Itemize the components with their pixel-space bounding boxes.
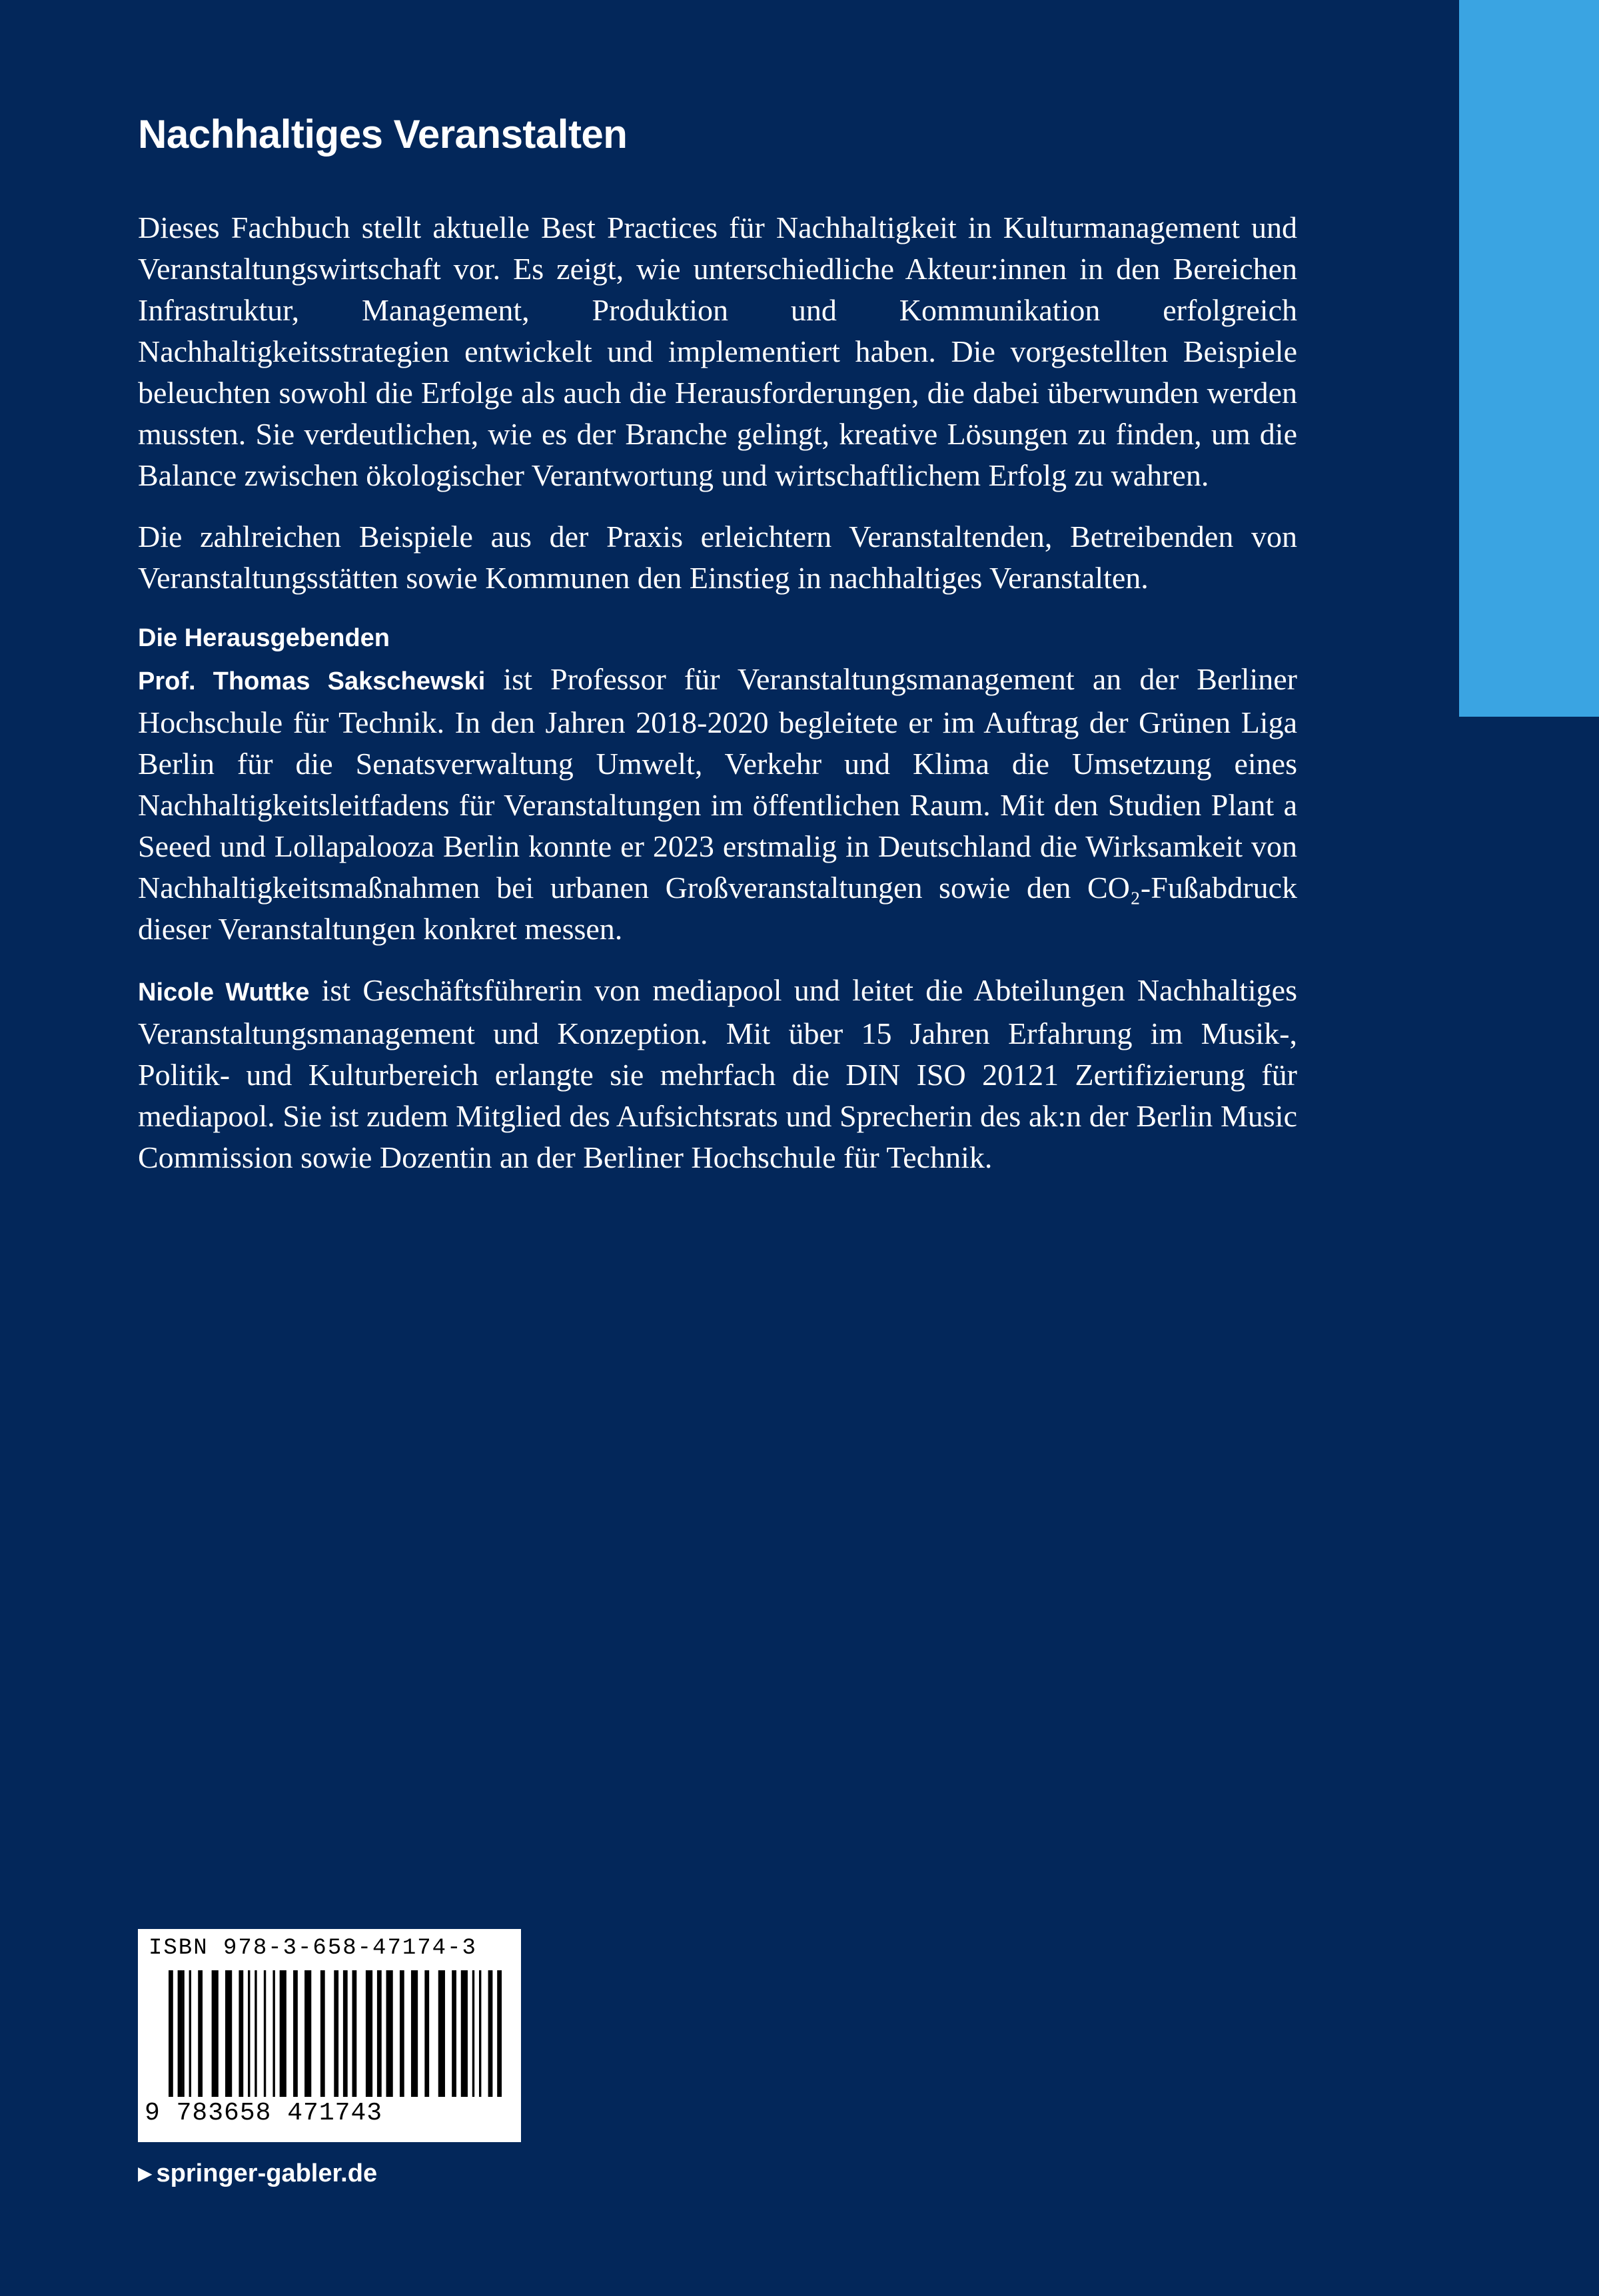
barcode-icon bbox=[169, 1970, 502, 2110]
back-cover-text bbox=[138, 112, 1297, 1198]
intro-paragraph-1: Dieses Fachbuch stellt aktuelle Best Practices für Nachhaltigkeit in Kulturmanagement und Veranstaltungswirtschaft vor. Es zeigt, wie unterschiedliche Akteur:innen in den Bereichen Infrastruktur, Management, Produktion und Kommunikation erfolgreich Nachhaltigkeitsstrategien entwickelt und implementiert haben. Die vorgestellten Beispiele beleuchten sowohl die Erfolge als auch die Herausforderungen, die dabei überwunden werden mussten. Sie verdeutlichen, wie es der Branche gelingt, kreative Lösungen zu finden, um die Balance zwischen ökologischer Verantwortung und wirtschaftlichem Erfolg zu wahren. bbox=[138, 210, 1297, 492]
isbn-label: ISBN 978-3-658-47174-3 bbox=[149, 1936, 477, 1961]
editor-bio-1 bbox=[138, 659, 1297, 950]
accent-color-bar bbox=[1459, 0, 1599, 717]
editor-bio-text-2: ist Geschäftsführerin von mediapool und leitet die Abteilungen Nachhaltiges Veranstaltungsmanagement und Konzeption. Mit über 15 Jahren Erfahrung im Musik-, Politik- und Kulturbereich erlangte sie mehrfach die DIN ISO 20121 Zertifizierung für mediapool. Sie ist zudem Mitglied des Aufsichtsrats und Sprecherin des ak:n der Berlin Music Commission sowie Dozentin an der Berliner Hochschule für Technik. bbox=[138, 973, 1297, 1174]
editor-bio-text-1: ist Professor für Veranstaltungsmanagement an der Berliner Hochschule für Technik. In den Jahren 2018-2020 begleitete er im Auftrag der Grünen Liga Berlin für die Senatsverwaltung Umwelt, Verkehr und Klima die Umsetzung eines Nachhaltigkeitsleitfadens für Veranstaltungen im öffentlichen Raum. Mit den Studien Plant a Seeed und Lollapalooza Berlin konnte er 2023 erstmalig in Deutschland die Wirksamkeit von Nachhaltigkeitsmaßnahmen bei urbanen Großveranstaltungen sowie den CO₂-Fußabdruck dieser Veranstaltungen konkret messen. bbox=[138, 662, 1297, 946]
book-title: Nachhaltiges Veranstalten bbox=[138, 112, 628, 157]
editor-bio-2 bbox=[138, 970, 1297, 1178]
publisher-url: springer-gabler.de bbox=[156, 2159, 378, 2187]
editors-heading: Die Herausgebenden bbox=[138, 624, 390, 652]
publisher-link[interactable] bbox=[138, 2159, 377, 2188]
ean-digits: 9 783658 471743 bbox=[145, 2099, 383, 2127]
intro-paragraph-2: Die zahlreichen Beispiele aus der Praxis erleichtern Veranstaltenden, Betreibenden von Veranstaltungsstätten sowie Kommunen den Einstieg in nachhaltiges Veranstalten. bbox=[138, 520, 1297, 595]
editor-name-2: Nicole Wuttke bbox=[138, 978, 310, 1006]
editor-name-1: Prof. Thomas Sakschewski bbox=[138, 667, 486, 695]
arrow-right-icon: ▶ bbox=[138, 2163, 153, 2183]
isbn-barcode bbox=[138, 1929, 521, 2142]
